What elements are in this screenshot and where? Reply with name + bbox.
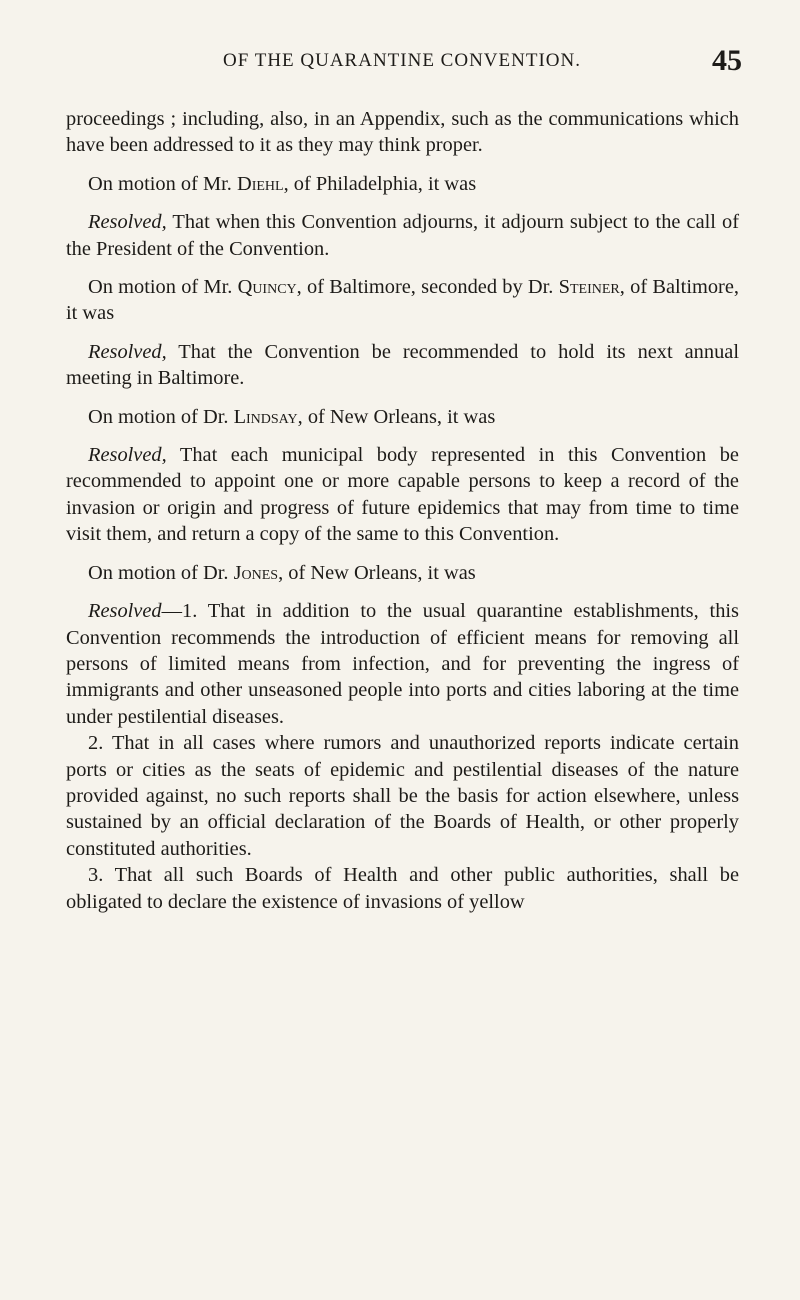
resolved-label: Resolved, (88, 444, 167, 467)
motion-jones-suffix: , of New Orleans, it was (278, 561, 476, 584)
name-steiner: Steiner (558, 276, 620, 299)
motion-diehl-prefix: On motion of Mr. (88, 172, 237, 195)
running-head: OF THE QUARANTINE CONVENTION. (223, 50, 581, 71)
resolution-records-text: That each municipal body represented in this Convention be recommended to appoint one or more capable persons to keep a record of the invasion or origin and progress of future epidemics that may from time to time visit them, and return a copy of the same to this Convention. (66, 444, 739, 546)
motion-jones-prefix: On motion of Dr. (88, 561, 234, 584)
name-lindsay: Lindsay (233, 405, 298, 428)
motion-diehl (66, 171, 739, 197)
motion-quincy-middle: , of Baltimore, seconded by Dr. (296, 276, 559, 299)
name-diehl: Diehl (236, 172, 284, 195)
page-number: 45 (712, 44, 742, 77)
resolution-baltimore (66, 339, 739, 392)
resolution-quarantine-1 (66, 598, 739, 730)
resolution-quarantine-1-text: —1. That in addition to the usual quarantine establishments, this Convention recommends the introduction of efficient means for removing all persons of limited means from infection, and for preventing the ingress of immigrants and other unseasoned people into ports and cities laboring at the time under pestilential diseases. (66, 600, 739, 728)
resolution-baltimore-text: That the Convention be recommended to hold its next annual meeting in Baltimore. (66, 340, 739, 390)
resolution-quarantine-2: 2. That in all cases where rumors and unauthorized reports indicate certain ports or cities as the seats of epidemic and pestilential diseases of the nature provided against, no such reports shall be the basis for action elsewhere, unless sustained by an official declaration of the Boards of Health, or other properly constituted authorities. (66, 732, 739, 860)
resolution-adjourn (66, 209, 739, 262)
resolution-adjourn-text: That when this Convention adjourns, it adjourn subject to the call of the President of the Convention. (66, 211, 739, 260)
motion-jones (66, 560, 739, 586)
motion-lindsay-suffix: , of New Orleans, it was (297, 405, 496, 428)
resolution-quarantine-3: 3. That all such Boards of Health and other public authorities, shall be obligated to declare the existence of invasions of yellow (66, 864, 739, 913)
resolution-records (66, 442, 739, 548)
motion-diehl-suffix: , of Philadelphia, it was (283, 172, 477, 195)
paragraph-continued: proceedings ; including, also, in an Appendix, such as the communications which have been addressed to it as they may think proper. (66, 108, 739, 157)
motion-quincy-suffix: , of Baltimore, it was (66, 276, 739, 325)
name-jones: Jones (233, 561, 279, 584)
name-quincy: Quincy (237, 276, 297, 299)
page-body (66, 106, 739, 915)
motion-lindsay-prefix: On motion of Dr. (88, 405, 234, 428)
motion-quincy (66, 274, 739, 327)
motion-quincy-prefix: On motion of Mr. (88, 276, 238, 299)
resolved-label: Resolved, (88, 340, 167, 363)
motion-lindsay (66, 404, 739, 430)
resolved-label: Resolved (88, 600, 162, 623)
page-header (62, 44, 742, 84)
resolved-label: Resolved, (88, 211, 167, 234)
